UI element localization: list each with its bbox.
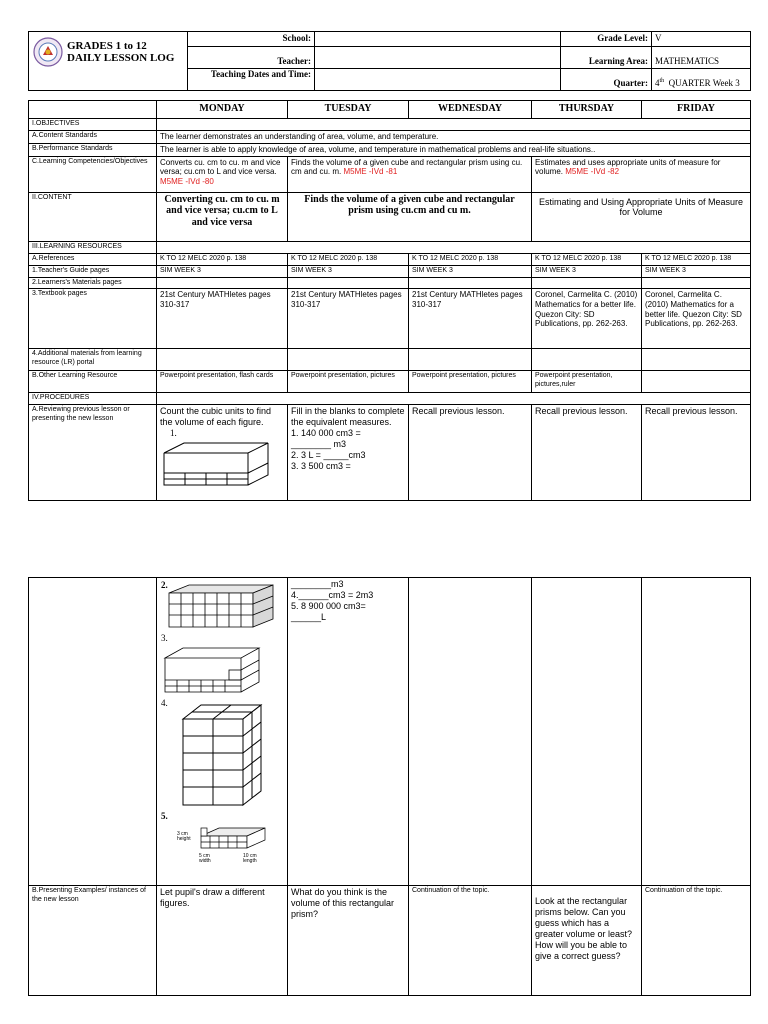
prism-figure-1 — [160, 439, 272, 487]
dim-height: 3 cm height — [177, 830, 191, 842]
prism-figure-5 — [161, 822, 271, 870]
deped-seal-icon — [33, 37, 63, 67]
p2-tue-1: ________m3 — [291, 579, 344, 589]
pres-friday: Continuation of the topic. — [642, 886, 751, 996]
review-tue-2: 1. 140 000 cm3 = — [291, 427, 361, 438]
fig1-label: 1. — [170, 427, 177, 438]
procedures-label: IV.PROCEDURES — [29, 393, 157, 405]
quarter-sup: th — [659, 78, 665, 85]
teacher-value — [315, 47, 561, 69]
tg-thursday: SIM WEEK 3 — [532, 265, 642, 277]
references-label: A.References — [29, 253, 157, 265]
p2-tue-2: 4.______cm3 = 2m3 — [291, 589, 374, 600]
performance-label: B.Performance Standards — [29, 143, 157, 156]
header-block — [28, 31, 750, 91]
lesson-table-page1 — [28, 100, 750, 501]
comp-mon-code: M5ME -IVd -80 — [160, 177, 214, 186]
prism-figure-3 — [161, 644, 271, 694]
fig3-label: 3. — [161, 632, 168, 643]
corner-cell — [29, 101, 157, 119]
dim-width: 5 cm width — [199, 852, 211, 864]
cont-thursday — [532, 578, 642, 886]
tb-wednesday: 21st Century MATHletes pages 310-317 — [409, 289, 532, 349]
cont-friday — [642, 578, 751, 886]
other-tuesday: Powerpoint presentation, pictures — [288, 371, 409, 393]
content-standards-value: The learner demonstrates an understanding of area, volume, and temperature. — [157, 131, 751, 144]
dates-value — [315, 69, 561, 91]
comp-thu-code: M5ME -IVd -82 — [565, 167, 620, 177]
quarter-value: QUARTER Week 3 — [668, 78, 740, 89]
content-label: II.CONTENT — [29, 192, 157, 241]
cube-figure-4 — [161, 701, 271, 809]
grade-value: V — [652, 32, 751, 47]
lm-monday — [157, 277, 288, 289]
resources-row — [157, 241, 751, 253]
review-tue-3: ________ m3 — [291, 438, 347, 449]
lm-label: 2.Learners's Materials pages — [29, 277, 157, 289]
tg-tuesday: SIM WEEK 3 — [288, 265, 409, 277]
review-label: A.Reviewing previous lesson or presenting the new lesson — [29, 405, 157, 501]
add-monday — [157, 349, 288, 371]
comp-tue-text: Finds the volume of a given cube and rectangular prism using cu. cm and cu. m. — [291, 157, 523, 177]
procedures-row — [157, 393, 751, 405]
review-thursday: Recall previous lesson. — [532, 405, 642, 501]
lm-thursday — [532, 277, 642, 289]
content-tue-wed: Finds the volume of a given cube and rectangular prism using cu.cm and cu m. — [288, 192, 532, 241]
grade-label: Grade Level: — [561, 32, 652, 47]
ref-tuesday: K TO 12 MELC 2020 p. 138 — [288, 253, 409, 265]
day-monday: MONDAY — [157, 101, 288, 119]
other-monday: Powerpoint presentation, flash cards — [157, 371, 288, 393]
comp-mon-text: Converts cu. cm to cu. m and vice versa; cu.cm to L and vice versa. — [160, 157, 281, 177]
review-monday — [157, 405, 288, 501]
performance-value: The learner is able to apply knowledge of area, volume, and temperature in mathematical problems and real-life situations.. — [157, 143, 751, 156]
objectives-row — [157, 119, 751, 131]
other-thursday: Powerpoint presentation, pictures,ruler — [532, 371, 642, 393]
lm-wednesday — [409, 277, 532, 289]
add-label: 4.Additional materials from learning resource (LR) portal — [29, 349, 157, 371]
quarter-label: Quarter: — [561, 69, 652, 91]
tb-label: 3.Textbook pages — [29, 289, 157, 349]
ref-wednesday: K TO 12 MELC 2020 p. 138 — [409, 253, 532, 265]
tb-monday: 21st Century MATHletes pages 310-317 — [157, 289, 288, 349]
school-label: School: — [188, 32, 315, 47]
lesson-table — [28, 100, 751, 501]
review-tue-4: 2. 3 L = _____cm3 — [291, 449, 366, 460]
add-thursday — [532, 349, 642, 371]
title-line2: DAILY LESSON LOG — [67, 52, 175, 65]
prism-figure-2 — [167, 583, 277, 629]
dim-length: 10 cm length — [243, 852, 257, 864]
tg-monday: SIM WEEK 3 — [157, 265, 288, 277]
figures-monday — [157, 578, 288, 886]
area-label: Learning Area: — [561, 47, 652, 69]
presenting-label: B.Presenting Examples/ instances of the new lesson — [29, 886, 157, 996]
comp-tue-code: M5ME -IVd -81 — [343, 167, 398, 177]
header-title-cell — [29, 32, 188, 91]
dates-label: Teaching Dates and Time: — [188, 69, 315, 91]
tg-label: 1.Teacher's Guide pages — [29, 265, 157, 277]
ref-friday: K TO 12 MELC 2020 p. 138 — [642, 253, 751, 265]
tb-friday: Coronel, Carmelita C. (2010) Mathematics for a better life. Quezon City: SD Publications, pp. 262-263. — [642, 289, 751, 349]
fig5-label: 5. — [161, 810, 168, 821]
pres-wednesday: Continuation of the topic. — [409, 886, 532, 996]
tb-thursday: Coronel, Carmelita C. (2010) Mathematics for a better life. Quezon City: SD Publications, pp. 262-263. — [532, 289, 642, 349]
resources-label: III.LEARNING RESOURCES — [29, 241, 157, 253]
fig4-label: 4. — [161, 697, 168, 708]
tg-friday: SIM WEEK 3 — [642, 265, 751, 277]
title-line1: GRADES 1 to 12 — [67, 40, 147, 52]
quarter-value-cell — [652, 69, 751, 91]
tb-tuesday: 21st Century MATHletes pages 310-317 — [288, 289, 409, 349]
fig2-label: 2. — [161, 580, 168, 590]
comp-monday — [157, 156, 288, 192]
competencies-label: C.Learning Competencies/Objectives — [29, 156, 157, 192]
cont-tuesday — [288, 578, 409, 886]
lesson-table-page2 — [28, 577, 750, 996]
p2-tue-3: 5. 8 900 000 cm3= — [291, 600, 366, 611]
day-thursday: THURSDAY — [532, 101, 642, 119]
objectives-label: I.OBJECTIVES — [29, 119, 157, 131]
review-tuesday — [288, 405, 409, 501]
tg-wednesday: SIM WEEK 3 — [409, 265, 532, 277]
lesson-table-continued — [28, 577, 751, 996]
other-wednesday: Powerpoint presentation, pictures — [409, 371, 532, 393]
content-monday: Converting cu. cm to cu. m and vice versa; cu.cm to L and vice versa — [157, 192, 288, 241]
comp-thu-fri — [532, 156, 751, 192]
pres-tuesday: What do you think is the volume of this rectangular prism? — [288, 886, 409, 996]
ref-monday: K TO 12 MELC 2020 p. 138 — [157, 253, 288, 265]
add-wednesday — [409, 349, 532, 371]
content-standards-label: A.Content Standards — [29, 131, 157, 144]
cont-label-cell — [29, 578, 157, 886]
review-tue-5: 3. 3 500 cm3 = — [291, 460, 351, 471]
school-value — [315, 32, 561, 47]
other-label: B.Other Learning Resource — [29, 371, 157, 393]
pres-monday: Let pupil's draw a different figures. — [157, 886, 288, 996]
other-friday — [642, 371, 751, 393]
cont-wednesday — [409, 578, 532, 886]
lm-friday — [642, 277, 751, 289]
p2-tue-4: ______L — [291, 611, 327, 622]
add-friday — [642, 349, 751, 371]
area-value: MATHEMATICS — [652, 47, 751, 69]
review-mon-text: Count the cubic units to find the volume of each figure. — [160, 406, 272, 427]
add-tuesday — [288, 349, 409, 371]
teacher-label: Teacher: — [188, 47, 315, 69]
header-table — [28, 31, 751, 91]
day-friday: FRIDAY — [642, 101, 751, 119]
ref-thursday: K TO 12 MELC 2020 p. 138 — [532, 253, 642, 265]
lm-tuesday — [288, 277, 409, 289]
pres-thursday: Look at the rectangular prisms below. Can you guess which has a greater volume or least? How will you be able to give a correct guess? — [532, 886, 642, 996]
content-thu-fri: Estimating and Using Appropriate Units of Measure for Volume — [532, 192, 751, 241]
quarter-num: 4 — [655, 78, 660, 89]
review-friday: Recall previous lesson. — [642, 405, 751, 501]
review-wednesday: Recall previous lesson. — [409, 405, 532, 501]
comp-thu-text: Estimates and uses appropriate units of measure for volume. — [535, 157, 721, 177]
day-wednesday: WEDNESDAY — [409, 101, 532, 119]
day-tuesday: TUESDAY — [288, 101, 409, 119]
review-tue-1: Fill in the blanks to complete the equivalent measures. — [291, 406, 405, 427]
comp-tue-wed — [288, 156, 532, 192]
